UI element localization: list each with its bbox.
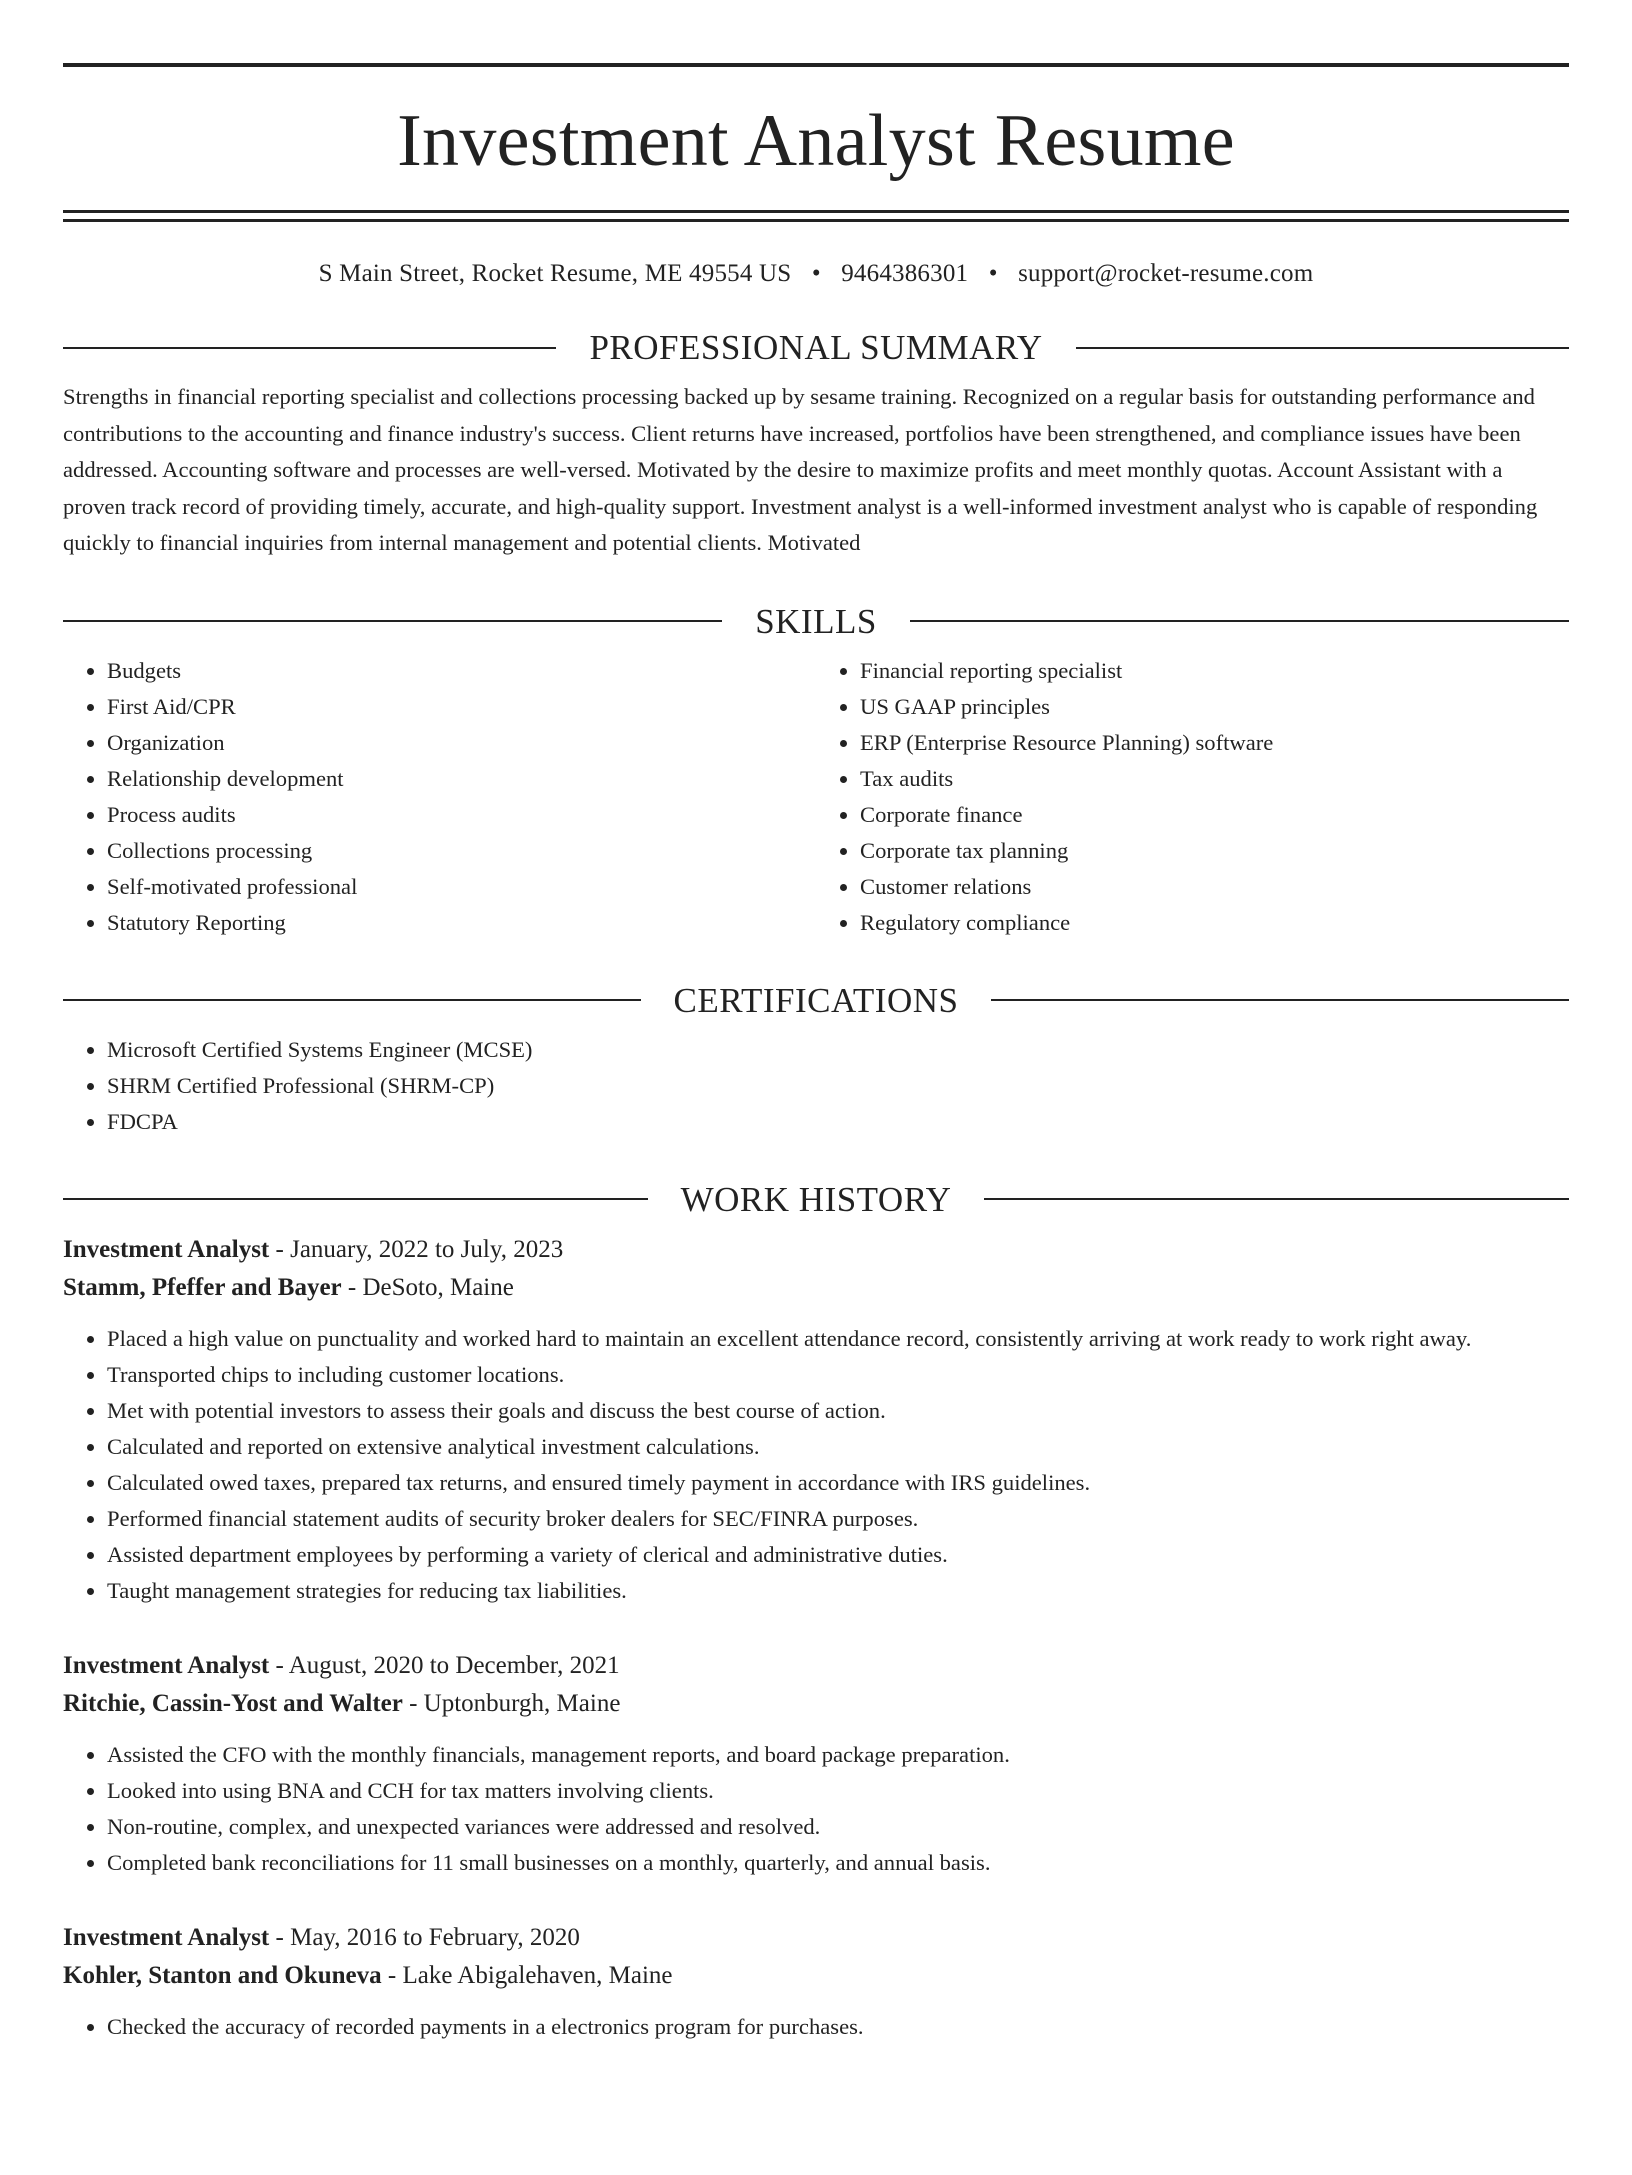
job-bullets bbox=[63, 2009, 1569, 2045]
job-bullet: • Transported chips to including customer locations. bbox=[107, 1357, 1569, 1393]
job-location: - Lake Abigalehaven, Maine bbox=[381, 1961, 673, 1989]
skill-item: • Process audits bbox=[107, 797, 816, 833]
skill-item: • Corporate finance bbox=[860, 797, 1569, 833]
skill-item: • Organization bbox=[107, 725, 816, 761]
skills-columns bbox=[63, 653, 1569, 941]
job-title-line bbox=[63, 1231, 1569, 1269]
work-history-heading: WORK HISTORY bbox=[680, 1179, 952, 1219]
certifications-heading: CERTIFICATIONS bbox=[673, 980, 959, 1020]
skills-section-header bbox=[63, 601, 1569, 641]
summary-heading: PROFESSIONAL SUMMARY bbox=[589, 328, 1043, 367]
contact-email[interactable]: support@rocket-resume.com bbox=[1018, 260, 1314, 287]
skill-item: • Collections processing bbox=[107, 833, 816, 869]
job-company: Stamm, Pfeffer and Bayer bbox=[63, 1273, 342, 1301]
work-history-section-header bbox=[63, 1179, 1569, 1219]
job-entry bbox=[63, 1647, 1569, 1881]
job-dates: - August, 2020 to December, 2021 bbox=[269, 1651, 620, 1679]
skill-item: • Regulatory compliance bbox=[860, 905, 1569, 941]
job-bullet: • Assisted the CFO with the monthly financials, management reports, and board package preparation. bbox=[107, 1737, 1569, 1773]
section-rule-right bbox=[1076, 347, 1569, 349]
contact-separator: • bbox=[811, 260, 821, 287]
skill-item: • Tax audits bbox=[860, 761, 1569, 797]
section-rule-right bbox=[991, 999, 1569, 1001]
certification-item: • FDCPA bbox=[107, 1104, 1569, 1140]
summary-text: Strengths in financial reporting specialist and collections processing backed up by sesame training. Recognized on a regular basis for outstanding performance and contributions to the accounting and finance industry's success. Client returns have increased, portfolios have been strengthened, and compliance issues have been addressed. Accounting software and processes are well-versed. Motivated by the desire to maximize profits and meet monthly quotas. Account Assistant with a proven track record of providing timely, accurate, and high-quality support. Investment analyst is a well-informed investment analyst who is capable of responding quickly to financial inquiries from internal management and potential clients. Motivated bbox=[63, 384, 1538, 555]
section-rule-left bbox=[63, 347, 556, 349]
skill-item: • Customer relations bbox=[860, 869, 1569, 905]
skills-list-left bbox=[63, 653, 816, 941]
contact-separator: • bbox=[988, 260, 998, 287]
resume-page bbox=[0, 63, 1632, 2175]
summary-section-header bbox=[63, 330, 1569, 365]
section-rule-right bbox=[984, 1198, 1569, 1200]
skill-item: • Relationship development bbox=[107, 761, 816, 797]
job-dates: - January, 2022 to July, 2023 bbox=[269, 1235, 564, 1263]
job-title-line bbox=[63, 1919, 1569, 1957]
resume-title: Investment Analyst Resume bbox=[397, 100, 1235, 182]
job-location: - DeSoto, Maine bbox=[341, 1273, 514, 1301]
skill-item: • ERP (Enterprise Resource Planning) software bbox=[860, 725, 1569, 761]
section-rule-right bbox=[910, 620, 1569, 622]
job-title: Investment Analyst bbox=[63, 1235, 270, 1263]
job-company: Ritchie, Cassin-Yost and Walter bbox=[63, 1689, 403, 1717]
job-bullet: • Taught management strategies for reducing tax liabilities. bbox=[107, 1573, 1569, 1609]
job-bullet: • Calculated and reported on extensive analytical investment calculations. bbox=[107, 1429, 1569, 1465]
job-bullet: • Non-routine, complex, and unexpected variances were addressed and resolved. bbox=[107, 1809, 1569, 1845]
job-bullet: • Calculated owed taxes, prepared tax returns, and ensured timely payment in accordance with IRS guidelines. bbox=[107, 1465, 1569, 1501]
skills-list-right bbox=[816, 653, 1569, 941]
skill-item: • US GAAP principles bbox=[860, 689, 1569, 725]
job-bullet: • Looked into using BNA and CCH for tax matters involving clients. bbox=[107, 1773, 1569, 1809]
job-bullet: • Completed bank reconciliations for 11 small businesses on a monthly, quarterly, and annual basis. bbox=[107, 1845, 1569, 1881]
job-company: Kohler, Stanton and Okuneva bbox=[63, 1961, 382, 1989]
skill-item: • Statutory Reporting bbox=[107, 905, 816, 941]
job-title-line bbox=[63, 1647, 1569, 1685]
skill-item: • Corporate tax planning bbox=[860, 833, 1569, 869]
title-double-rule bbox=[63, 210, 1569, 222]
job-bullet: • Assisted department employees by performing a variety of clerical and administrative duties. bbox=[107, 1537, 1569, 1573]
certification-item: • SHRM Certified Professional (SHRM-CP) bbox=[107, 1068, 1569, 1104]
contact-line bbox=[63, 260, 1569, 288]
contact-address: S Main Street, Rocket Resume, ME 49554 US bbox=[318, 260, 792, 287]
certifications-list bbox=[63, 1032, 1569, 1140]
section-rule-left bbox=[63, 999, 641, 1001]
top-rule bbox=[63, 63, 1569, 67]
skill-item: • Budgets bbox=[107, 653, 816, 689]
skill-item: • Financial reporting specialist bbox=[860, 653, 1569, 689]
job-dates: - May, 2016 to February, 2020 bbox=[269, 1923, 580, 1951]
section-rule-left bbox=[63, 1198, 648, 1200]
job-location: - Uptonburgh, Maine bbox=[402, 1689, 621, 1717]
job-bullet: • Checked the accuracy of recorded payments in a electronics program for purchases. bbox=[107, 2009, 1569, 2045]
job-title: Investment Analyst bbox=[63, 1651, 270, 1679]
skill-item: • Self-motivated professional bbox=[107, 869, 816, 905]
job-entry bbox=[63, 1231, 1569, 1609]
skill-item: • First Aid/CPR bbox=[107, 689, 816, 725]
certification-item: • Microsoft Certified Systems Engineer (MCSE) bbox=[107, 1032, 1569, 1068]
job-company-line bbox=[63, 1957, 1569, 1995]
certifications-section-header bbox=[63, 980, 1569, 1020]
job-bullet: • Performed financial statement audits of security broker dealers for SEC/FINRA purposes. bbox=[107, 1501, 1569, 1537]
job-company-line bbox=[63, 1269, 1569, 1307]
contact-phone: 9464386301 bbox=[841, 260, 969, 287]
job-bullets bbox=[63, 1737, 1569, 1881]
job-bullets bbox=[63, 1321, 1569, 1609]
job-bullet: • Placed a high value on punctuality and worked hard to maintain an excellent attendance record, consistently arriving at work ready to work right away. bbox=[107, 1321, 1569, 1357]
job-title: Investment Analyst bbox=[63, 1923, 270, 1951]
skills-heading: SKILLS bbox=[755, 601, 877, 641]
job-bullet: • Met with potential investors to assess their goals and discuss the best course of action. bbox=[107, 1393, 1569, 1429]
job-entry bbox=[63, 1919, 1569, 2045]
section-rule-left bbox=[63, 620, 722, 622]
job-company-line bbox=[63, 1685, 1569, 1723]
